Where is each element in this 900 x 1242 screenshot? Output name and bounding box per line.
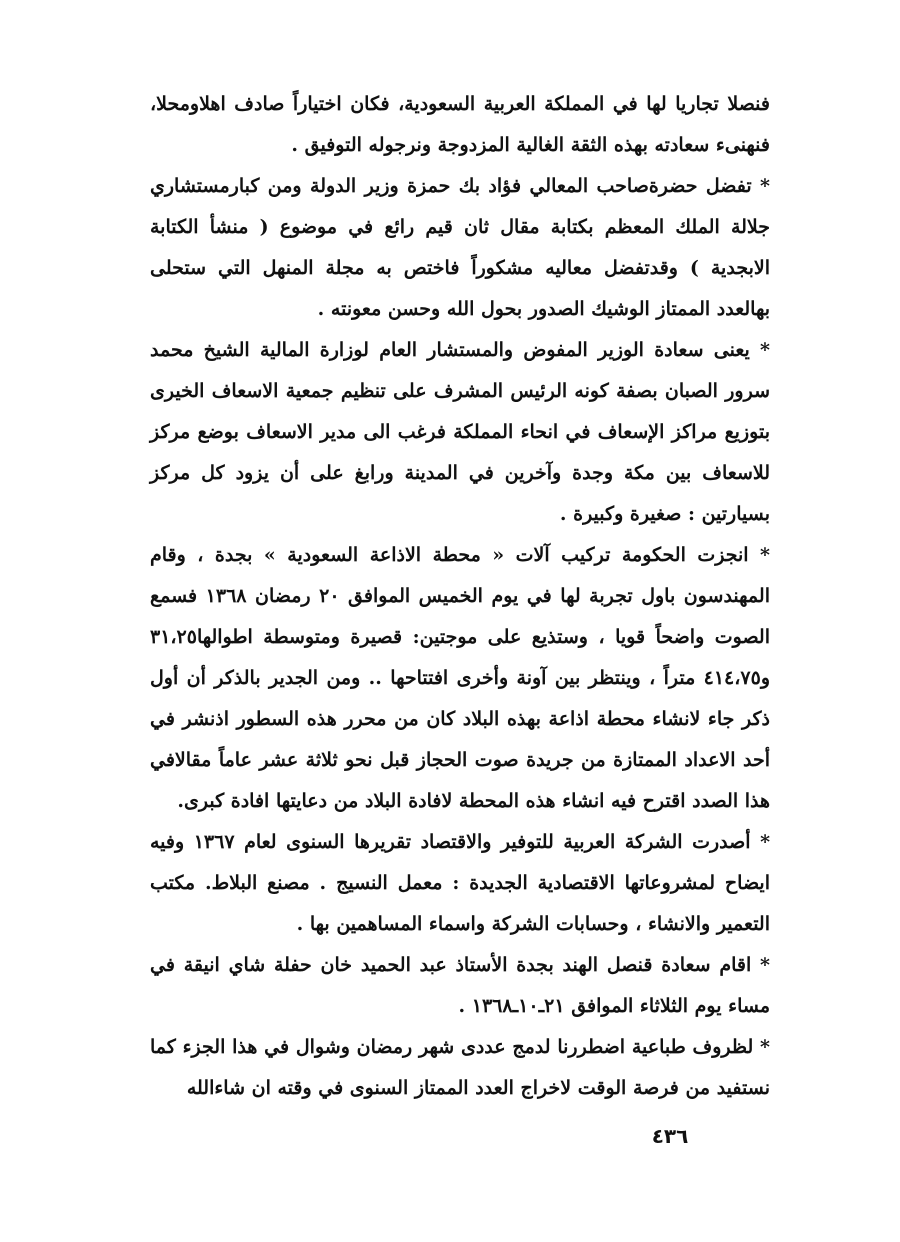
paragraph-radio-station: * انجزت الحكومة تركيب آلات « محطة الاذاعة السعودية » بجدة ، وقام المهندسون باول تجربة لها في يوم الخميس الموافق ٢٠ رمضان ١٣٦٨ فسمع الصوت واضحاً قويا ، وستذيع على موجتين: قصيرة ومتوسطة اطوالها٣١،٢٥ و٤١٤،٧٥ متراً ، وينتظر بين آونة وأخرى افتتاحها .. ومن الجدير بالذكر أن أول ذكر جاء لانشاء محطة اذاعة بهذه البلاد كان من محرر هذه السطور اذنشر في أحد الاعداد الممتازة من جريدة صوت الحجاز قبل نحو ثلاثة عشر عاماً مقالافي هذا الصدد اقترح فيه انشاء هذه المحطة لافادة البلاد من دعايتها افادة كبرى.: [150, 544, 770, 812]
paragraph-first-aid-centers: * يعنى سعادة الوزير المفوض والمستشار العام لوزارة المالية الشيخ محمد سرور الصبان بصفة كونه الرئيس المشرف على تنظيم جمعية الاسعاف الخيرى بتوزيع مراكز الإسعاف في انحاء المملكة فرغب الى مدير الاسعاف بوضع مركز للاسعاف بين مكة وجدة وآخرين في المدينة ورابغ على أن يزود كل مركز بسيارتين : صغيرة وكبيرة .: [150, 339, 770, 525]
body-text: [150, 84, 770, 1109]
paragraph-indian-consul-tea-party: * اقام سعادة قنصل الهند بجدة الأستاذ عبد الحميد خان حفلة شاي انيقة في مساء يوم الثلاثاء الموافق ٢١ـ١٠ـ١٣٦٨ .: [150, 954, 770, 1017]
paragraph-merged-issue-notice: * لظروف طباعية اضطررنا لدمج عددى شهر رمضان وشوال في هذا الجزء كما نستفيد من فرصة الوقت لاخراج العدد الممتاز السنوى في وقته ان شاءالله: [150, 1036, 770, 1099]
paragraph-consul-continuation: فنصلا تجاريا لها في المملكة العربية السعودية، فكان اختياراً صادف اهلاومحلا، فنهنىء سعادته بهذه الثقة الغالية المزدوجة ونرجوله التوفيق .: [150, 93, 770, 156]
paragraph-savings-company-report: * أصدرت الشركة العربية للتوفير والاقتصاد تقريرها السنوى لعام ١٣٦٧ وفيه ايضاح لمشروعاتها الاقتصادية الجديدة : معمل النسيج . مصنع البلاط. مكتب التعمير والانشاء ، وحسابات الشركة واسماء المساهمين بها .: [150, 831, 771, 935]
page-number: ٤٣٦: [651, 1124, 689, 1148]
paragraph-fuad-hamza-article: * تفضل حضرةصاحب المعالي فؤاد بك حمزة وزير الدولة ومن كبارمستشاري جلالة الملك المعظم بكتابة مقال ثان قيم رائع في موضوع ( منشأ الكتابة الابجدية ) وقدتفضل معاليه مشكوراً فاختص به مجلة المنهل التي ستحلى بهالعدد الممتاز الوشيك الصدور بحول الله وحسن معونته .: [150, 175, 770, 320]
